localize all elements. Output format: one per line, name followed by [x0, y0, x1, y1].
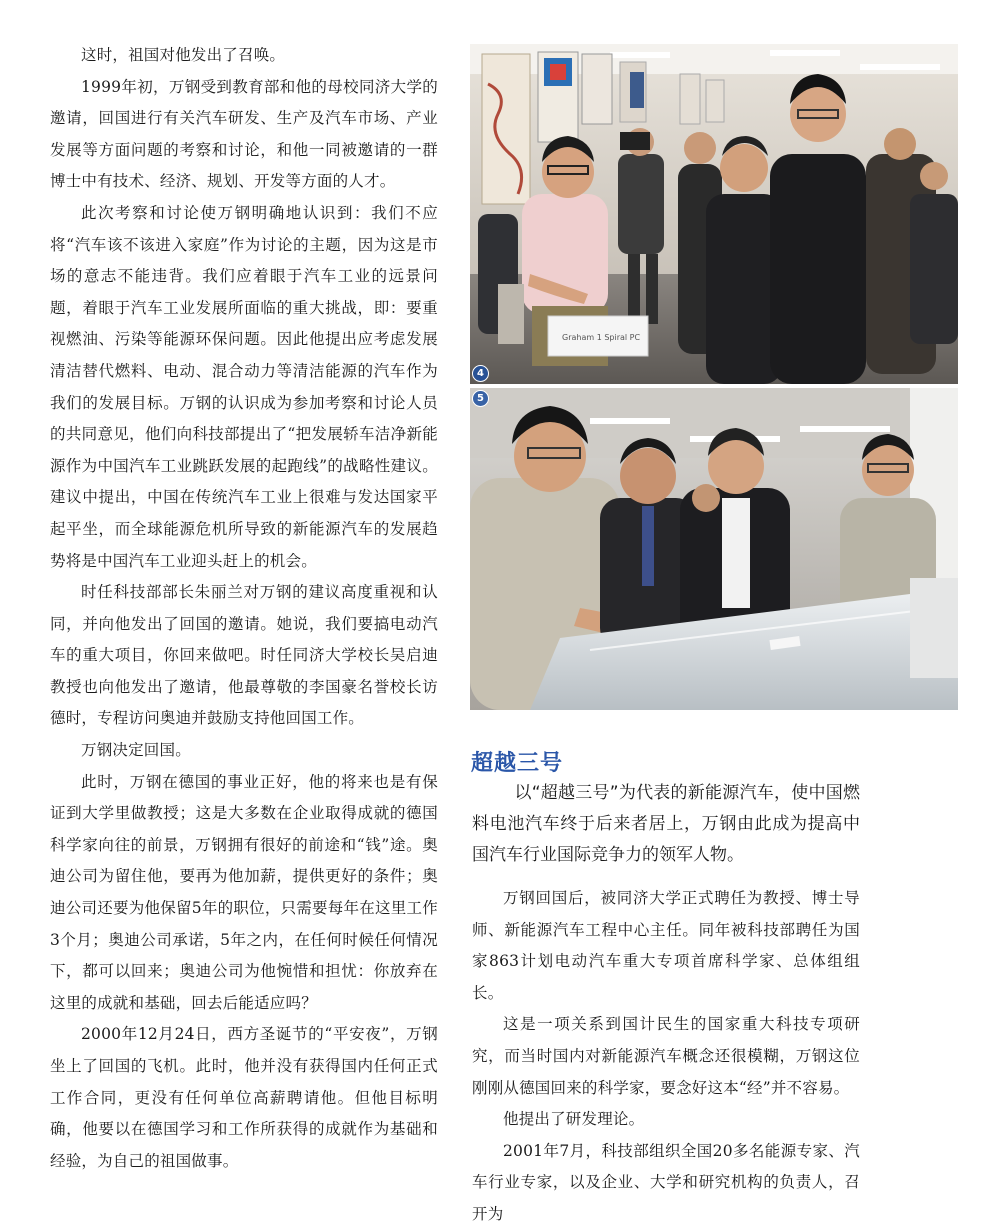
photo-5-number-badge: 5 [472, 390, 489, 407]
left-paragraph-4: 时任科技部部长朱丽兰对万钢的建议高度重视和认同，并向他发出了回国的邀请。她说，我们要搞电动汽车的重大项目，你回来做吧。时任同济大学校长吴启迪教授也向他发出了邀请，他最尊敬的李国豪名誉校长访德时，专程访问奥迪并鼓励支持他回国工作。 [50, 583, 438, 728]
photo-display-case [470, 388, 958, 710]
photo-sign-text: Graham 1 Spiral PC [562, 333, 641, 342]
right-paragraph-1: 万钢回国后，被同济大学正式聘任为教授、博士导师、新能源汽车工程中心主任。同年被科技部聘任为国家863计划电动汽车重大专项首席科学家、总体组组长。 [472, 889, 860, 1002]
right-paragraph-4: 2001年7月，科技部组织全国20多名能源专家、汽车行业专家，以及企业、大学和研究机构的负责人，召开为 [472, 1141, 860, 1223]
right-paragraph-2: 这是一项关系到国计民生的国家重大科技专项研究，而当时国内对新能源汽车概念还很模糊，万钢这位刚刚从德国回来的科学家，要念好这本“经”并不容易。 [472, 1015, 860, 1097]
left-paragraph-6: 此时，万钢在德国的事业正好，他的将来也是有保证到大学里做教授；这是大多数在企业取得成就的德国科学家向往的前景，万钢拥有很好的前途和“钱”途。奥迪公司为留住他，要再为他加薪，提供更好的条件；奥迪公司还要为他保留5年的职位，只需要每年在这里工作3个月；奥迪公司承诺，5年之内，在任何时候任何情况下，都可以回来；奥迪公司为他惋惜和担忧：你放弃在这里的成就和基础，回去后能适应吗？ [50, 772, 438, 1012]
right-text-column [472, 883, 860, 1231]
right-paragraph-3: 他提出了研发理论。 [503, 1110, 645, 1129]
left-paragraph-2: 1999年初，万钢受到教育部和他的母校同济大学的邀请，回国进行有关汽车研发、生产及汽车市场、产业发展等方面问题的考察和讨论，和他一同被邀请的一群博士中有技术、经济、规划、开发等方面的人才。 [50, 77, 438, 191]
left-text-column [50, 40, 438, 1177]
left-paragraph-1: 这时，祖国对他发出了召唤。 [81, 46, 286, 64]
left-paragraph-5: 万钢决定回国。 [81, 741, 191, 760]
left-paragraph-3: 此次考察和讨论使万钢明确地认识到：我们不应将“汽车该不该进入家庭”作为讨论的主题，因为这是市场的意志不能违背。我们应着眼于汽车工业的远景问题，着眼于汽车工业发展所面临的重大挑战，即：要重视燃油、污染等能源环保问题。因此他提出应考虑发展清洁替代燃料、电动、混合动力等清洁能源的汽车作为我们的发展目标。万钢的认识成为参加考察和讨论人员的共同意见，他们向科技部提出了“把发展轿车洁净新能源作为中国汽车工业跳跃发展的起跑线”的战略性建议。建议中提出，中国在传统汽车工业上很难与发达国家平起平坐，而全球能源危机所导致的新能源汽车的发展趋势将是中国汽车工业迎头赶上的机会。 [50, 203, 438, 570]
section-title: 超越三号 [471, 751, 564, 776]
photo-exhibition-visit-drawing [470, 44, 958, 384]
section-lede: 以“超越三号”为代表的新能源汽车，使中国燃料电池汽车终于后来者居上，万钢由此成为提高中国汽车行业国际竞争力的领军人物。 [472, 783, 860, 865]
photo-exhibition-visit [470, 44, 958, 384]
photo-4-number-badge: 4 [472, 365, 489, 382]
photo-display-case-drawing [470, 388, 958, 710]
left-paragraph-7: 2000年12月24日，西方圣诞节的“平安夜”，万钢坐上了回国的飞机。此时，他并没有获得国内任何正式工作合同，更没有任何单位高薪聘请他。但他目标明确，他要以在德国学习和工作所获得的成就作为基础和经验，为自己的祖国做事。 [50, 1025, 438, 1170]
